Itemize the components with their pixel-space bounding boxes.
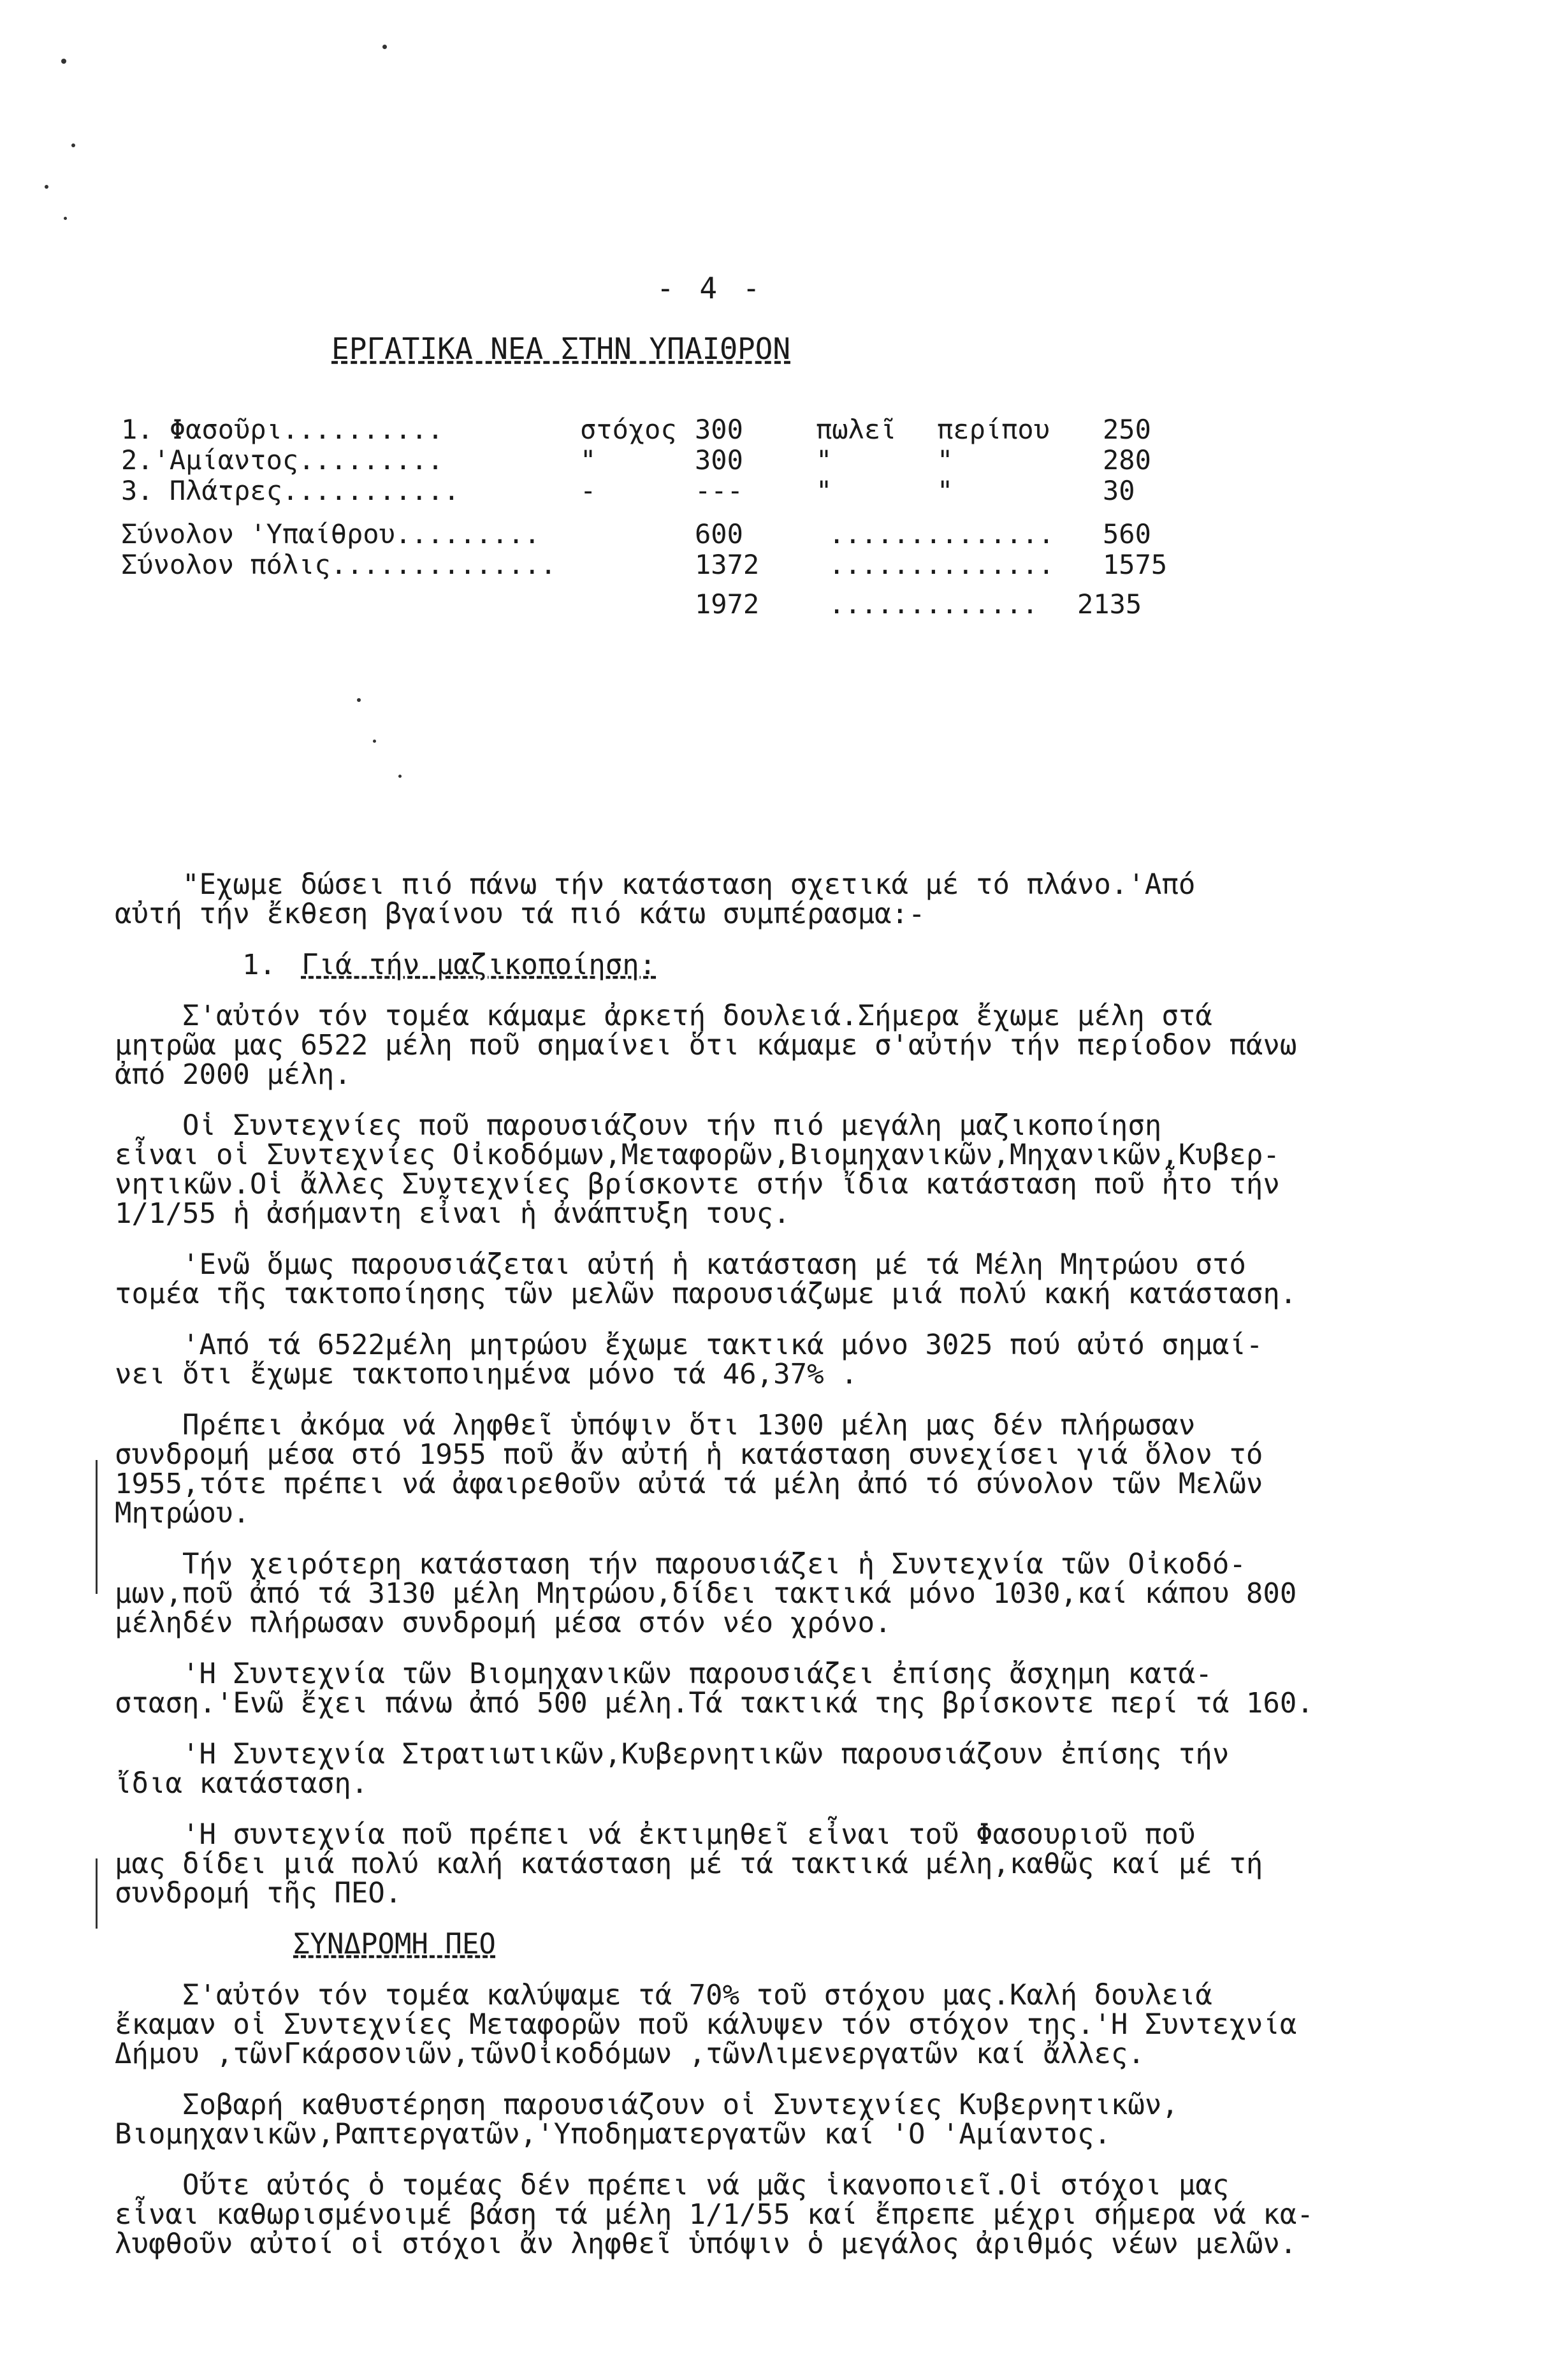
paragraph-gap [115, 2149, 1472, 2171]
paragraph [115, 1550, 1472, 1638]
scan-speck [71, 143, 75, 147]
paragraph-line: μέληδέν πλήρωσαν συνδρομή μέσα στόν νέο χρόνο. [115, 1607, 892, 1639]
paragraph-gap [115, 1528, 1472, 1550]
paragraph-gap [115, 980, 1472, 1002]
paragraph-line: "Εχωμε δώσει πιό πάνω τήν κατάσταση σχετικά μέ τό πλάνο.'Από [115, 868, 1196, 901]
total-label: Σύνολον πόλις.............. [121, 549, 556, 580]
scan-speck [61, 59, 66, 64]
paragraph-line: σταση.'Ενῶ ἔχει πάνω ἀπό 500 μέλη.Τά τακτικά της βρίσκοντε περί τά 160. [115, 1687, 1314, 1719]
target-word: - [580, 475, 597, 506]
paragraph-line: ἴδια κατάσταση. [115, 1767, 368, 1800]
about-word: " [937, 475, 954, 506]
paragraph-line: Βιομηχανικῶν,Ραπτεργατῶν,'Υποδηματεργατῶν καί 'Ο 'Αμίαντος. [115, 2118, 1111, 2150]
paragraph-line: 'Η συντεχνία ποῦ πρέπει νά ἐκτιμηθεῖ εἶναι τοῦ Φασουριοῦ ποῦ [115, 1818, 1196, 1851]
paragraph-line: συνδρομή μέσα στό 1955 ποῦ ἄν αὐτή ἡ κατάσταση συνεχίσει γιά ὅλον τό [115, 1438, 1263, 1471]
sold-value: 280 [1103, 444, 1151, 476]
section-heading-text: Γιά τήν μαζικοποίηση: [301, 949, 657, 981]
paragraph-line: Πρέπει ἀκόμα νά ληφθεῖ ὑπόψιν ὅτι 1300 μέλη μας δέν πλήρωσαν [115, 1409, 1196, 1442]
total-target: 1372 [695, 549, 760, 580]
paragraph-line: μητρῶα μας 6522 μέλη ποῦ σημαίνει ὅτι κάμαμε σ'αὐτήν τήν περίοδον πάνω [115, 1029, 1297, 1062]
about-word: περίπου [937, 414, 1050, 445]
stats-label: 3. Πλάτρες........... [121, 475, 460, 506]
paragraph [115, 870, 1472, 929]
margin-bar [96, 1858, 98, 1929]
sold-value: 250 [1103, 414, 1151, 445]
paragraph-gap [115, 1229, 1472, 1250]
paragraph-line: νει ὅτι ἔχωμε τακτοποιημένα μόνο τά 46,37% . [115, 1358, 858, 1391]
paragraph-line: νητικῶν.Οἱ ἄλλες Συντεχνίες βρίσκοντε στήν ἴδια κατάσταση ποῦ ἦτο τήν [115, 1168, 1280, 1201]
paragraph-gap [115, 1908, 1472, 1930]
total-label: Σύνολον 'Υπαίθρου......... [121, 518, 541, 550]
target-word: " [580, 444, 597, 476]
total-dots: .............. [829, 549, 1055, 580]
paragraph [115, 1111, 1472, 1229]
paragraph-line: Σ'αὐτόν τόν τομέα καλύψαμε τά 70% τοῦ στόχου μας.Καλή δουλειά [115, 1979, 1212, 2011]
total-sold: 560 [1103, 518, 1151, 550]
section-heading: ΣΥΝΔΡΟΜΗ ΠΕΟ [293, 1928, 496, 1960]
grand-dots: ............. [829, 588, 1038, 620]
paragraph [115, 2091, 1472, 2149]
paragraph-line: εἶναι οἱ Συντεχνίες Οἰκοδόμων,Μεταφορῶν,Βιομηχανικῶν,Μηχανικῶν,Κυβερ- [115, 1139, 1280, 1171]
grand-sold: 2135 [1077, 588, 1142, 620]
paragraph-gap [115, 1309, 1472, 1331]
paragraph-gap [115, 1090, 1472, 1111]
scan-speck [64, 217, 67, 220]
paragraph-line: Μητρώου. [115, 1497, 250, 1529]
scan-speck [398, 775, 402, 778]
grand-target: 1972 [695, 588, 760, 620]
paragraph-gap [115, 1799, 1472, 1820]
about-word: " [937, 444, 954, 476]
paragraph [115, 1250, 1472, 1309]
paragraph-line: 'Η Συντεχνία τῶν Βιομηχανικῶν παρουσιάζει ἐπίσης ἄσχημη κατά- [115, 1658, 1212, 1690]
paragraph-gap [115, 2069, 1472, 2091]
paragraph-line: μων,ποῦ ἀπό τά 3130 μέλη Μητρώου,δίδει τακτικά μόνο 1030,καί κάπου 800 [115, 1577, 1297, 1610]
paragraph-gap [115, 1389, 1472, 1411]
paragraph-line: 'Ενῶ ὅμως παρουσιάζεται αὐτή ἡ κατάσταση μέ τά Μέλη Μητρώου στό [115, 1248, 1246, 1281]
paragraph [115, 1331, 1472, 1389]
sold-word: " [816, 475, 832, 506]
stats-label: 2.'Αμίαντος......... [121, 444, 444, 476]
paragraph-line: 1/1/55 ἡ ἀσήμαντη εἶναι ἡ ἀνάπτυξη τους. [115, 1197, 790, 1230]
paragraph-line: 1955,τότε πρέπει νά ἀφαιρεθοῦν αὐτά τά μέλη ἀπό τό σύνολον τῶν Μελῶν [115, 1468, 1263, 1500]
paragraph [115, 1820, 1472, 1908]
scan-speck [373, 740, 376, 743]
paragraph-gap [115, 929, 1472, 951]
total-sold: 1575 [1103, 549, 1168, 580]
sold-word: πωλεῖ [816, 414, 897, 445]
total-target: 600 [695, 518, 743, 550]
scan-speck [357, 698, 361, 702]
paragraph-line: τομέα τῆς τακτοποίησης τῶν μελῶν παρουσιάζωμε μιά πολύ κακή κατάσταση. [115, 1278, 1297, 1310]
target-value: 300 [695, 414, 743, 445]
sold-value: 30 [1103, 475, 1135, 506]
page-number: - 4 - [657, 271, 764, 305]
section-heading [115, 951, 1472, 980]
page-title: ΕΡΓΑΤΙΚΑ ΝΕΑ ΣΤΗΝ ΥΠΑΙΘΡΟΝ [331, 332, 791, 366]
paragraph [115, 1740, 1472, 1799]
sold-word: " [816, 444, 832, 476]
paragraph [115, 1660, 1472, 1718]
paragraph-gap [115, 1718, 1472, 1740]
paragraph-line: λυφθοῦν αὐτοί οἱ στόχοι ἄν ληφθεῖ ὑπόψιν ὁ μεγάλος ἀριθμός νέων μελῶν. [115, 2228, 1297, 2260]
paragraph-line: εἶναι καθωρισμένοιμέ βάση τά μέλη 1/1/55 καί ἔπρεπε μέχρι σήμερα νά κα- [115, 2198, 1314, 2231]
stats-label: 1. Φασοῦρι.......... [121, 414, 444, 445]
paragraph [115, 1002, 1472, 1090]
target-word: στόχος [580, 414, 677, 445]
scan-speck [45, 185, 48, 189]
paragraph [115, 1981, 1472, 2069]
paragraph-line: ἀπό 2000 μέλη. [115, 1058, 351, 1091]
paragraph-line: αὐτή τήν ἔκθεση βγαίνου τά πιό κάτω συμπέρασμα:- [115, 898, 926, 930]
paragraph-line: Οὔτε αὐτός ὁ τομέας δέν πρέπει νά μᾶς ἱκανοποιεῖ.Οἱ στόχοι μας [115, 2169, 1230, 2201]
margin-bar [96, 1460, 98, 1594]
paragraph [115, 2171, 1472, 2259]
paragraph-line: Δήμου ,τῶνΓκάρσονιῶν,τῶνΟἰκοδόμων ,τῶνΛιμενεργατῶν καί ἄλλες. [115, 2038, 1145, 2070]
section-number: 1. [242, 949, 276, 981]
total-dots: .............. [829, 518, 1055, 550]
paragraph-line: Σοβαρή καθυστέρηση παρουσιάζουν οἱ Συντεχνίες Κυβερνητικῶν, [115, 2089, 1179, 2121]
paragraph-line: μας δίδει μιά πολύ καλή κατάσταση μέ τά τακτικά μέλη,καθῶς καί μέ τή [115, 1848, 1263, 1880]
paragraph [115, 1411, 1472, 1528]
paragraph-line: ἔκαμαν οἱ Συντεχνίες Μεταφορῶν ποῦ κάλυψεν τόν στόχον της.'Η Συντεχνία [115, 2008, 1297, 2041]
paragraph-line: 'Από τά 6522μέλη μητρώου ἔχωμε τακτικά μόνο 3025 πού αὐτό σημαί- [115, 1329, 1263, 1361]
paragraph-line: συνδρομή τῆς ΠΕΟ. [115, 1877, 402, 1909]
paragraph-line: Τήν χειρότερη κατάσταση τήν παρουσιάζει ἡ Συντεχνία τῶν Οἰκοδό- [115, 1548, 1246, 1581]
scan-speck [382, 45, 387, 49]
paragraph-gap [115, 1959, 1472, 1981]
paragraph-line: Σ'αὐτόν τόν τομέα κάμαμε ἀρκετή δουλειά.Σήμερα ἔχωμε μέλη στά [115, 1000, 1212, 1032]
paragraph-line: 'Η Συντεχνία Στρατιωτικῶν,Κυβερνητικῶν παρουσιάζουν ἐπίσης τήν [115, 1738, 1230, 1770]
target-value: --- [695, 475, 743, 506]
paragraph-line: Οἱ Συντεχνίες ποῦ παρουσιάζουν τήν πιό μεγάλη μαζικοποίηση [115, 1109, 1162, 1142]
body-text [115, 870, 1472, 2259]
target-value: 300 [695, 444, 743, 476]
paragraph-gap [115, 1638, 1472, 1660]
